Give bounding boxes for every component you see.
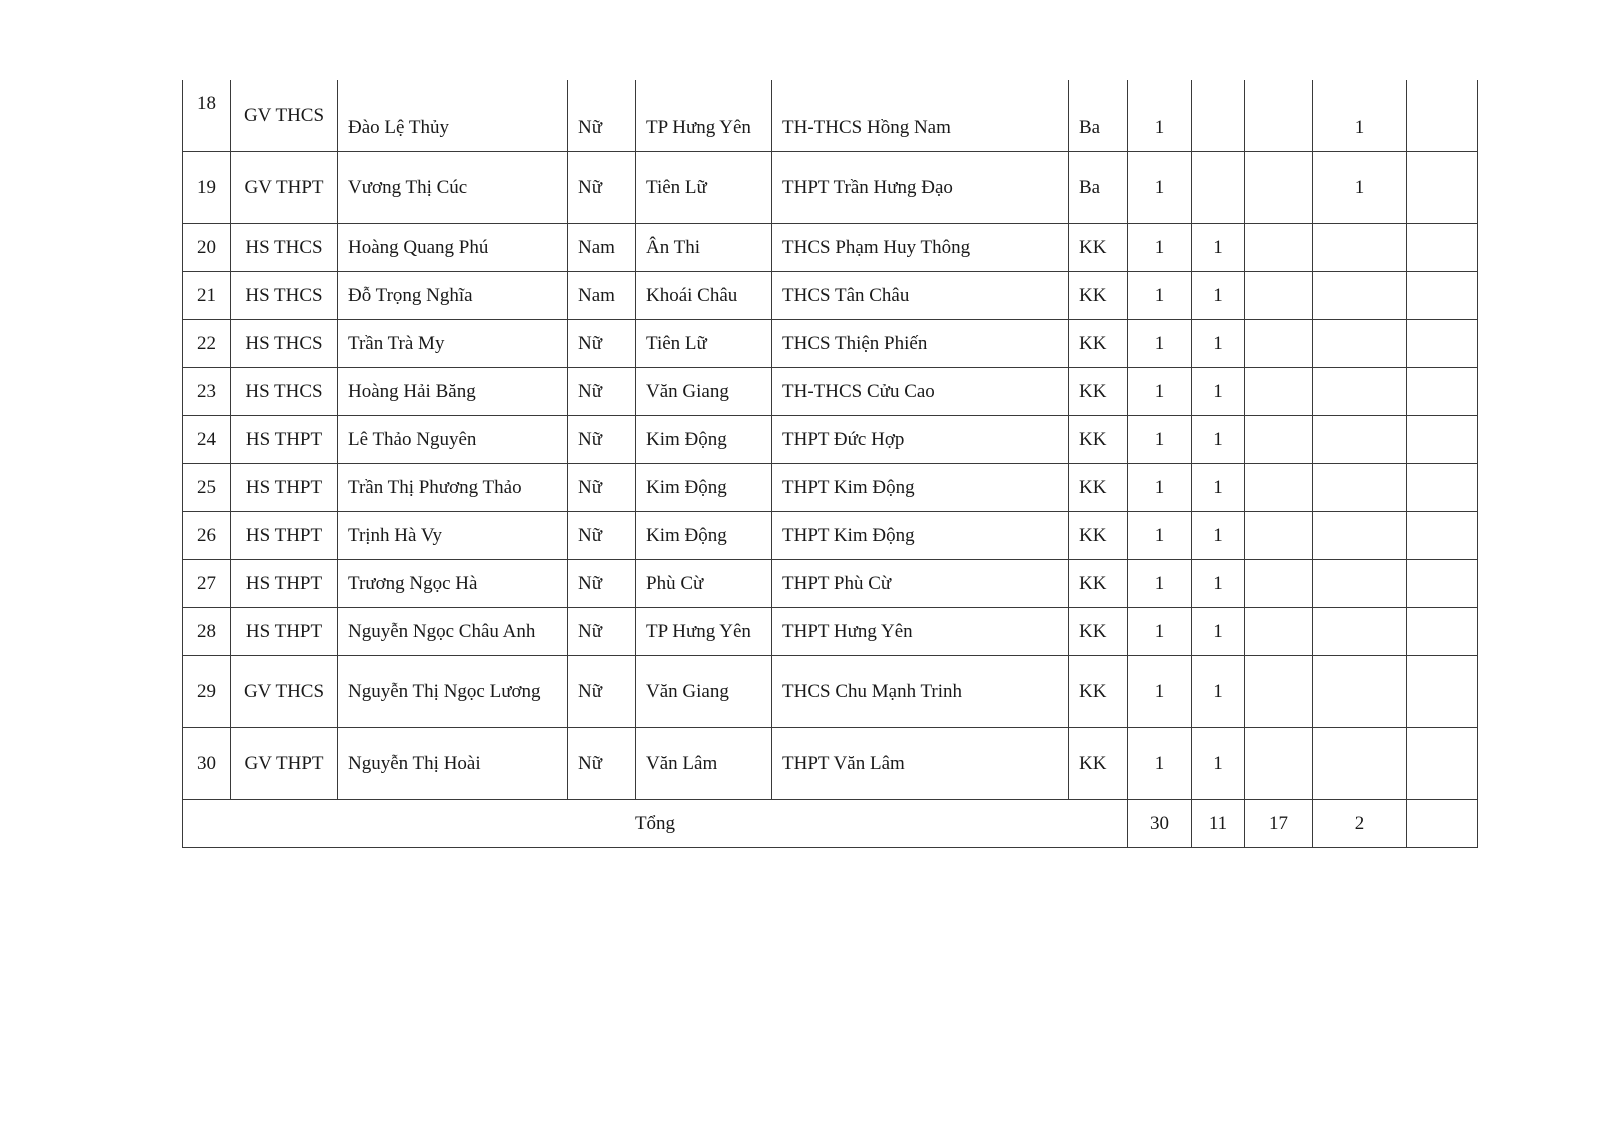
row-number	[183, 608, 231, 656]
count-2-cell	[1192, 80, 1245, 152]
participant-name	[338, 416, 568, 464]
district-cell-text: Văn Giang	[646, 380, 729, 402]
count-1-cell-text: 1	[1154, 524, 1165, 546]
award-cell-text: KK	[1079, 620, 1107, 642]
award-cell-text: KK	[1079, 332, 1107, 354]
row-number-text: 30	[197, 752, 216, 774]
participant-name	[338, 728, 568, 800]
gender-cell-text: Nam	[578, 284, 615, 306]
count-2-cell-text: 1	[1213, 236, 1223, 258]
gender-cell	[568, 368, 636, 416]
total-n3: 17	[1245, 800, 1313, 848]
count-1-cell-text: 1	[1154, 752, 1165, 774]
total-n1: 30	[1128, 800, 1192, 848]
row-number-text: 29	[197, 680, 216, 702]
row-number-text: 19	[197, 176, 216, 198]
row-number-text: 25	[197, 476, 216, 498]
count-2-cell-text: 1	[1213, 572, 1223, 594]
district-cell-text: Kim Động	[646, 428, 727, 450]
gender-cell-text: Nữ	[578, 524, 603, 546]
gender-cell-text: Nữ	[578, 332, 603, 354]
district-cell-text: Văn Lâm	[646, 752, 718, 774]
participant-type-text: GV THCS	[243, 104, 325, 126]
district-cell-text: Văn Giang	[646, 680, 729, 702]
count-3-cell	[1245, 224, 1313, 272]
count-2-cell-text: 1	[1213, 380, 1223, 402]
count-1-cell-text: 1	[1154, 380, 1165, 402]
table-row	[183, 320, 1478, 368]
school-cell	[772, 224, 1069, 272]
count-1-cell-text: 1	[1154, 284, 1165, 306]
row-number	[183, 512, 231, 560]
participant-type-text: HS THPT	[245, 428, 323, 450]
row-number-text: 28	[197, 620, 216, 642]
count-4-cell	[1313, 464, 1407, 512]
participant-name	[338, 512, 568, 560]
school-cell-text: THPT Đức Hợp	[782, 428, 905, 450]
count-4-cell	[1313, 80, 1407, 152]
gender-cell	[568, 224, 636, 272]
district-cell	[636, 464, 772, 512]
count-1-cell	[1128, 80, 1192, 152]
participant-name	[338, 464, 568, 512]
participant-type	[231, 80, 338, 152]
count-1-cell-text: 1	[1154, 236, 1165, 258]
school-cell-text: THPT Phù Cừ	[782, 572, 892, 594]
award-cell-text: KK	[1079, 428, 1107, 450]
count-4-cell	[1313, 512, 1407, 560]
count-2-cell	[1192, 416, 1245, 464]
table-row	[183, 152, 1478, 224]
count-4-cell	[1313, 608, 1407, 656]
count-3-cell	[1245, 656, 1313, 728]
gender-cell	[568, 152, 636, 224]
award-cell	[1069, 560, 1128, 608]
total-n4: 2	[1313, 800, 1407, 848]
count-2-cell-text: 1	[1213, 620, 1223, 642]
count-3-cell	[1245, 608, 1313, 656]
count-4-cell	[1313, 416, 1407, 464]
participant-name	[338, 272, 568, 320]
count-1-cell-text: 1	[1154, 680, 1165, 702]
district-cell-text: Phù Cừ	[646, 572, 704, 594]
total-label: Tổng	[183, 800, 1128, 848]
count-5-cell	[1407, 656, 1478, 728]
award-cell	[1069, 272, 1128, 320]
count-1-cell-text: 1	[1154, 428, 1165, 450]
count-4-cell	[1313, 560, 1407, 608]
count-2-cell-text: 1	[1213, 524, 1223, 546]
award-cell-text: Ba	[1079, 116, 1101, 138]
school-cell	[772, 608, 1069, 656]
award-cell	[1069, 512, 1128, 560]
gender-cell-text: Nữ	[578, 752, 603, 774]
gender-cell	[568, 416, 636, 464]
school-cell-text: THPT Trần Hưng Đạo	[782, 176, 953, 198]
gender-cell-text: Nữ	[578, 476, 603, 498]
count-3-cell	[1245, 80, 1313, 152]
count-2-cell	[1192, 608, 1245, 656]
awards-table	[182, 80, 1478, 848]
row-number	[183, 80, 231, 152]
count-2-cell	[1192, 368, 1245, 416]
participant-type-text: HS THCS	[245, 380, 323, 402]
school-cell	[772, 80, 1069, 152]
count-1-cell-text: 1	[1154, 176, 1165, 198]
count-3-cell	[1245, 560, 1313, 608]
count-1-cell	[1128, 152, 1192, 224]
participant-type-text: HS THCS	[245, 284, 323, 306]
row-number-text: 18	[197, 92, 216, 114]
award-cell	[1069, 464, 1128, 512]
count-4-cell	[1313, 656, 1407, 728]
count-5-cell	[1407, 152, 1478, 224]
count-2-cell-text: 1	[1213, 284, 1223, 306]
row-number	[183, 464, 231, 512]
participant-type-text: GV THCS	[243, 680, 325, 702]
gender-cell	[568, 320, 636, 368]
count-1-cell	[1128, 416, 1192, 464]
count-3-cell	[1245, 320, 1313, 368]
count-4-cell	[1313, 728, 1407, 800]
row-number	[183, 320, 231, 368]
count-2-cell-text: 1	[1213, 680, 1223, 702]
row-number	[183, 560, 231, 608]
school-cell-text: THPT Văn Lâm	[782, 752, 905, 774]
row-number-text: 27	[197, 572, 216, 594]
count-5-cell	[1407, 464, 1478, 512]
count-5-cell	[1407, 80, 1478, 152]
district-cell-text: Kim Động	[646, 476, 727, 498]
table-row	[183, 272, 1478, 320]
table-row	[183, 80, 1478, 152]
count-5-cell	[1407, 272, 1478, 320]
award-cell-text: KK	[1079, 680, 1107, 702]
gender-cell	[568, 728, 636, 800]
count-1-cell	[1128, 608, 1192, 656]
participant-type	[231, 272, 338, 320]
count-3-cell	[1245, 272, 1313, 320]
participant-name-text: Hoàng Quang Phú	[348, 236, 489, 258]
gender-cell-text: Nữ	[578, 116, 603, 138]
gender-cell-text: Nữ	[578, 572, 603, 594]
participant-name-text: Hoàng Hải Băng	[348, 380, 476, 402]
count-1-cell	[1128, 560, 1192, 608]
row-number	[183, 656, 231, 728]
row-number	[183, 728, 231, 800]
count-3-cell	[1245, 368, 1313, 416]
count-1-cell-text: 1	[1154, 476, 1165, 498]
count-5-cell	[1407, 224, 1478, 272]
participant-type	[231, 560, 338, 608]
award-cell	[1069, 152, 1128, 224]
award-cell	[1069, 728, 1128, 800]
participant-type-text: HS THPT	[245, 476, 323, 498]
row-number-text: 22	[197, 332, 216, 354]
table-row	[183, 464, 1478, 512]
participant-type	[231, 224, 338, 272]
school-cell-text: TH-THCS Hồng Nam	[782, 116, 951, 138]
award-cell	[1069, 80, 1128, 152]
count-5-cell	[1407, 560, 1478, 608]
table-row	[183, 656, 1478, 728]
total-row	[183, 800, 1478, 848]
district-cell	[636, 560, 772, 608]
participant-name	[338, 320, 568, 368]
count-4-cell	[1313, 152, 1407, 224]
row-number-text: 26	[197, 524, 216, 546]
count-5-cell	[1407, 368, 1478, 416]
row-number-text: 21	[197, 284, 216, 306]
gender-cell	[568, 656, 636, 728]
participant-name	[338, 608, 568, 656]
count-5-cell	[1407, 416, 1478, 464]
school-cell	[772, 512, 1069, 560]
participant-name	[338, 152, 568, 224]
gender-cell-text: Nữ	[578, 428, 603, 450]
award-cell	[1069, 416, 1128, 464]
gender-cell	[568, 512, 636, 560]
district-cell	[636, 512, 772, 560]
participant-name	[338, 80, 568, 152]
district-cell-text: Khoái Châu	[646, 284, 738, 306]
table-row	[183, 224, 1478, 272]
participant-type	[231, 368, 338, 416]
award-cell-text: KK	[1079, 284, 1107, 306]
participant-name-text: Lê Thảo Nguyên	[348, 428, 477, 450]
award-cell	[1069, 320, 1128, 368]
participant-type	[231, 656, 338, 728]
count-5-cell	[1407, 320, 1478, 368]
count-2-cell	[1192, 560, 1245, 608]
school-cell-text: THCS Tân Châu	[782, 284, 910, 306]
table-row	[183, 608, 1478, 656]
participant-name-text: Nguyễn Ngọc Châu Anh	[348, 620, 536, 642]
participant-type-text: GV THPT	[244, 176, 324, 198]
gender-cell	[568, 560, 636, 608]
count-4-cell-text: 1	[1354, 116, 1365, 138]
award-cell-text: KK	[1079, 476, 1107, 498]
participant-name-text: Nguyễn Thị Hoài	[348, 752, 481, 774]
district-cell-text: Ân Thi	[646, 236, 701, 258]
count-2-cell	[1192, 464, 1245, 512]
school-cell	[772, 464, 1069, 512]
gender-cell-text: Nữ	[578, 176, 603, 198]
count-1-cell-text: 1	[1154, 620, 1165, 642]
award-cell	[1069, 368, 1128, 416]
award-cell-text: KK	[1079, 572, 1107, 594]
participant-type	[231, 152, 338, 224]
count-3-cell	[1245, 464, 1313, 512]
participant-name-text: Đỗ Trọng Nghĩa	[348, 284, 473, 306]
row-number	[183, 368, 231, 416]
participant-name	[338, 560, 568, 608]
count-3-cell	[1245, 152, 1313, 224]
row-number	[183, 416, 231, 464]
award-cell-text: KK	[1079, 524, 1107, 546]
count-3-cell	[1245, 512, 1313, 560]
count-2-cell-text: 1	[1213, 332, 1223, 354]
district-cell-text: TP Hưng Yên	[646, 620, 751, 642]
district-cell	[636, 728, 772, 800]
school-cell	[772, 368, 1069, 416]
count-1-cell	[1128, 728, 1192, 800]
row-number	[183, 224, 231, 272]
district-cell	[636, 272, 772, 320]
total-n5	[1407, 800, 1478, 848]
participant-name-text: Trịnh Hà Vy	[348, 524, 442, 546]
participant-type-text: HS THPT	[245, 572, 323, 594]
school-cell-text: THCS Phạm Huy Thông	[782, 236, 971, 258]
district-cell	[636, 80, 772, 152]
participant-type	[231, 416, 338, 464]
table-row	[183, 560, 1478, 608]
school-cell-text: THPT Kim Động	[782, 476, 915, 498]
count-1-cell	[1128, 368, 1192, 416]
count-5-cell	[1407, 728, 1478, 800]
count-2-cell	[1192, 728, 1245, 800]
school-cell	[772, 728, 1069, 800]
participant-name-text: Trần Thị Phương Thảo	[348, 476, 522, 498]
count-4-cell	[1313, 320, 1407, 368]
participant-name-text: Đào Lệ Thủy	[348, 116, 449, 138]
count-1-cell	[1128, 224, 1192, 272]
count-1-cell	[1128, 320, 1192, 368]
count-1-cell	[1128, 656, 1192, 728]
district-cell-text: TP Hưng Yên	[646, 116, 751, 138]
gender-cell-text: Nam	[578, 236, 615, 258]
count-2-cell-text: 1	[1213, 428, 1223, 450]
school-cell	[772, 272, 1069, 320]
count-1-cell-text: 1	[1154, 572, 1165, 594]
count-5-cell	[1407, 512, 1478, 560]
district-cell	[636, 416, 772, 464]
district-cell	[636, 656, 772, 728]
count-2-cell	[1192, 512, 1245, 560]
count-1-cell-text: 1	[1154, 332, 1165, 354]
count-3-cell	[1245, 416, 1313, 464]
school-cell	[772, 560, 1069, 608]
count-2-cell-text: 1	[1213, 476, 1223, 498]
participant-type-text: HS THPT	[245, 620, 323, 642]
participant-name-text: Nguyễn Thị Ngọc Lương	[348, 680, 541, 702]
gender-cell	[568, 80, 636, 152]
row-number	[183, 152, 231, 224]
district-cell	[636, 224, 772, 272]
gender-cell-text: Nữ	[578, 620, 603, 642]
district-cell	[636, 152, 772, 224]
participant-type	[231, 464, 338, 512]
row-number-text: 23	[197, 380, 216, 402]
school-cell	[772, 656, 1069, 728]
count-4-cell-text: 1	[1354, 176, 1365, 198]
count-1-cell	[1128, 272, 1192, 320]
table-body	[183, 80, 1478, 848]
school-cell-text: THCS Chu Mạnh Trinh	[782, 680, 963, 702]
count-2-cell	[1192, 320, 1245, 368]
participant-type	[231, 320, 338, 368]
award-cell-text: KK	[1079, 380, 1107, 402]
participant-type	[231, 608, 338, 656]
count-2-cell	[1192, 656, 1245, 728]
participant-type-text: GV THPT	[244, 752, 324, 774]
school-cell	[772, 320, 1069, 368]
district-cell-text: Tiên Lữ	[646, 176, 707, 198]
district-cell	[636, 368, 772, 416]
row-number-text: 24	[197, 428, 216, 450]
gender-cell	[568, 272, 636, 320]
district-cell-text: Kim Động	[646, 524, 727, 546]
participant-type	[231, 512, 338, 560]
gender-cell	[568, 608, 636, 656]
school-cell	[772, 152, 1069, 224]
gender-cell	[568, 464, 636, 512]
total-n2: 11	[1192, 800, 1245, 848]
count-3-cell	[1245, 728, 1313, 800]
award-cell-text: KK	[1079, 752, 1107, 774]
district-cell	[636, 608, 772, 656]
district-cell	[636, 320, 772, 368]
row-number-text: 20	[197, 236, 216, 258]
award-cell-text: KK	[1079, 236, 1107, 258]
school-cell	[772, 416, 1069, 464]
gender-cell-text: Nữ	[578, 680, 603, 702]
participant-name-text: Trần Trà My	[348, 332, 445, 354]
row-number	[183, 272, 231, 320]
count-2-cell	[1192, 272, 1245, 320]
count-1-cell	[1128, 512, 1192, 560]
table-row	[183, 728, 1478, 800]
school-cell-text: THCS Thiện Phiến	[782, 332, 928, 354]
table-row	[183, 416, 1478, 464]
district-cell-text: Tiên Lữ	[646, 332, 707, 354]
count-2-cell-text: 1	[1213, 752, 1223, 774]
award-cell	[1069, 656, 1128, 728]
table-row	[183, 368, 1478, 416]
school-cell-text: TH-THCS Cửu Cao	[782, 380, 935, 402]
count-4-cell	[1313, 272, 1407, 320]
participant-type-text: HS THCS	[245, 236, 323, 258]
award-cell	[1069, 608, 1128, 656]
count-4-cell	[1313, 224, 1407, 272]
award-cell-text: Ba	[1079, 176, 1101, 198]
count-1-cell	[1128, 464, 1192, 512]
table-row	[183, 512, 1478, 560]
gender-cell-text: Nữ	[578, 380, 603, 402]
award-cell	[1069, 224, 1128, 272]
participant-name-text: Trương Ngọc Hà	[348, 572, 478, 594]
participant-name-text: Vương Thị Cúc	[348, 176, 468, 198]
participant-type	[231, 728, 338, 800]
school-cell-text: THPT Hưng Yên	[782, 620, 913, 642]
count-2-cell	[1192, 152, 1245, 224]
participant-type-text: HS THPT	[245, 524, 323, 546]
participant-name	[338, 224, 568, 272]
school-cell-text: THPT Kim Động	[782, 524, 915, 546]
count-1-cell-text: 1	[1154, 116, 1165, 138]
participant-type-text: HS THCS	[245, 332, 323, 354]
count-5-cell	[1407, 608, 1478, 656]
count-2-cell	[1192, 224, 1245, 272]
count-4-cell	[1313, 368, 1407, 416]
participant-name	[338, 368, 568, 416]
participant-name	[338, 656, 568, 728]
